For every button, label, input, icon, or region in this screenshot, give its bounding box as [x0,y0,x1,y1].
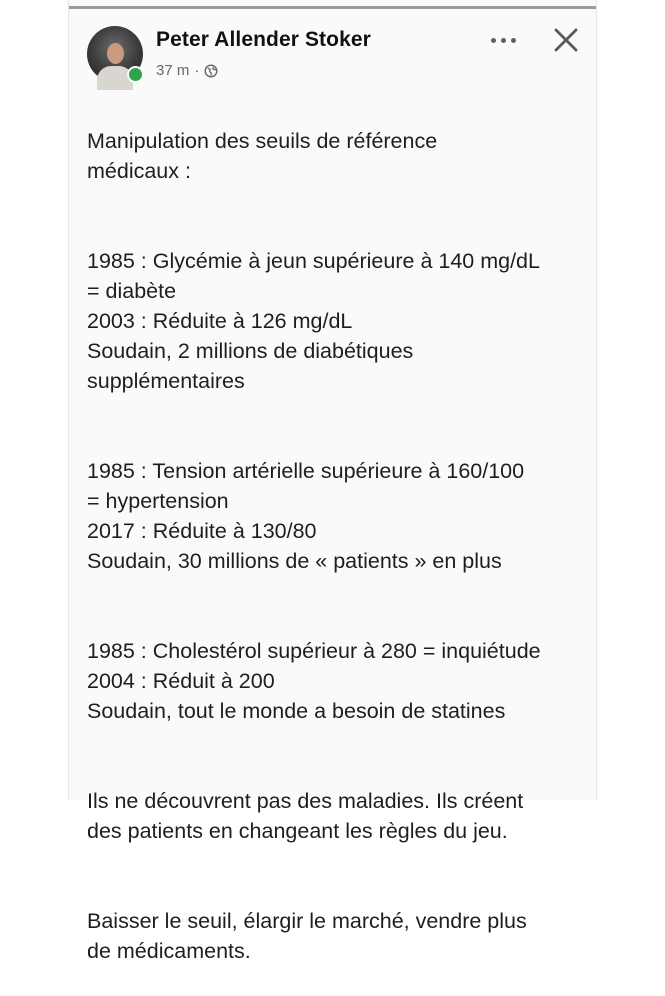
post-paragraph-conclusion: Baisser le seuil, élargir le marché, vendre plus de médicaments. [87,909,527,963]
globe-icon[interactable] [204,64,218,78]
avatar-face [107,43,124,64]
post-text [87,96,587,996]
post-time[interactable]: 37 m [156,62,190,79]
post-meta [156,62,218,79]
post-paragraph-blood-pressure: 1985 : Tension artérielle supérieure à 160/100 = hypertension 2017 : Réduite à 130/80 Soudain, 30 millions de « patients » en plus [87,459,525,573]
top-divider [69,6,596,9]
close-icon[interactable] [550,24,582,56]
post-paragraph-glycemia: 1985 : Glycémie à jeun supérieure à 140 mg/dL = diabète 2003 : Réduite à 126 mg/dL Soudain, 2 millions de diabétiques supplémentaires [87,249,540,393]
more-horizontal-icon-dot [511,38,516,43]
post-paragraph-cholesterol: 1985 : Cholestérol supérieur à 280 = inquiétude 2004 : Réduit à 200 Soudain, tout le monde a besoin de statines [87,639,541,723]
post-paragraph-intro: Manipulation des seuils de référence médicaux : [87,129,438,183]
post-paragraph-claim: Ils ne découvrent pas des maladies. Ils créent des patients en changeant les règles du jeu. [87,789,524,843]
more-horizontal-icon-dot [501,38,506,43]
author-name[interactable]: Peter Allender Stoker [156,28,371,51]
post-card [68,0,597,963]
online-status-dot [127,66,144,83]
more-options-button[interactable] [484,26,522,54]
meta-separator: · [194,62,200,79]
more-horizontal-icon-dot [491,38,496,43]
